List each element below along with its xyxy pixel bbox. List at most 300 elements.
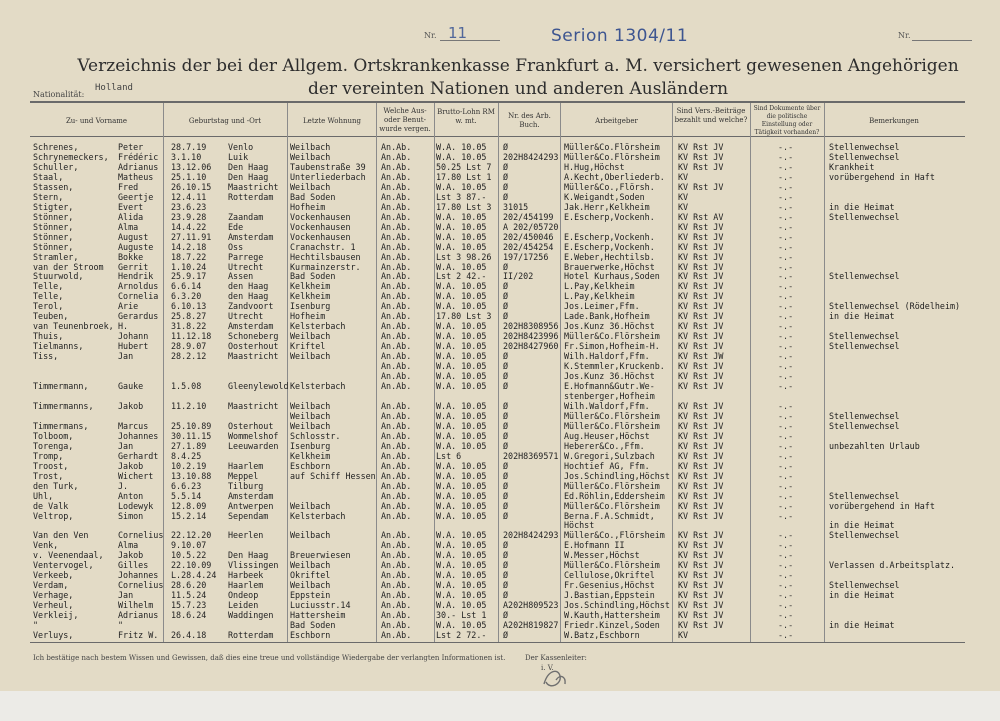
cell-documents: -.- [778, 181, 794, 192]
cell-paper-status: An.Ab. [381, 321, 412, 332]
cell-paper-status: An.Ab. [381, 560, 412, 571]
cell-birth-date: 14.2.18 [171, 241, 207, 252]
cell-documents: -.- [778, 241, 794, 252]
cell-documents: -.- [778, 630, 794, 641]
cell-paper-status: An.Ab. [381, 590, 412, 601]
cell-given-name: Bokke [118, 251, 144, 262]
cell-employer: Müller&Co.Flörsheim [564, 142, 660, 152]
cell-employer: W.Messer,Höchst [564, 550, 640, 561]
cell-contributions: KV Rst JV [678, 500, 724, 511]
cell-workbook-no: Ø [503, 480, 509, 491]
cell-documents: -.- [778, 151, 794, 162]
cell-contributions: KV [678, 630, 689, 641]
cell-documents: -.- [778, 410, 794, 421]
cell-birth-place: Parrege [228, 251, 264, 262]
cell-contributions: KV Rst JV [678, 381, 724, 392]
cell-contributions: KV Rst JV [678, 291, 724, 302]
cell-birth-date: 18.7.22 [171, 251, 207, 262]
cell-given-name: Johannes [118, 570, 159, 581]
cell-remarks: Stellenwechsel [829, 490, 900, 501]
cell-paper-status: An.Ab. [381, 361, 412, 372]
cell-employer: Jos.Schindling,Höchst [564, 600, 670, 611]
cell-wage: W.A. 10.05 [436, 560, 487, 571]
cell-given-name: Cornelia [118, 291, 159, 302]
table-row [0, 560, 1000, 570]
cell-employer: Müller&Co.Flörsheim [564, 410, 660, 421]
cashier-sub-label: i. V. [541, 664, 554, 672]
cell-given-name: Alida [118, 211, 144, 222]
cell-birth-date: 9.10.07 [171, 540, 207, 551]
nr-label-left: Nr. [424, 31, 437, 40]
cell-paper-status: An.Ab. [381, 630, 412, 641]
cell-wage: 17.80 Lst 3 [436, 201, 492, 212]
cell-contributions: KV Rst JV [678, 181, 724, 192]
cell-paper-status: An.Ab. [381, 430, 412, 441]
cell-contributions: KV [678, 171, 689, 182]
cell-paper-status: An.Ab. [381, 410, 412, 421]
cell-wage: 30.- Lst 1 [436, 610, 487, 621]
table-row [0, 351, 1000, 361]
cell-wage: W.A. 10.05 [436, 460, 487, 471]
cell-paper-status: An.Ab. [381, 191, 412, 202]
cell-birth-place: Gleenylewold [228, 381, 289, 392]
cell-surname: Stönner, [33, 241, 74, 252]
cell-paper-status: An.Ab. [381, 351, 412, 362]
cell-given-name: Gerhardt [118, 450, 159, 461]
cell-surname: Terol, [33, 301, 64, 312]
cell-birth-place: Zandvoort [228, 301, 274, 312]
cell-given-name: Jan [118, 440, 134, 451]
cell-birth-place: Amsterdam [228, 231, 274, 242]
cell-paper-status: An.Ab. [381, 420, 412, 431]
cell-birth-date: 13.10.88 [171, 470, 212, 481]
cell-last-address: Kelsterbach [290, 321, 346, 332]
cell-birth-place: Meppel [228, 470, 259, 481]
cell-birth-date: 14.4.22 [171, 221, 207, 232]
table-row [0, 212, 1000, 222]
cell-birth-place: Heerlen [228, 530, 264, 541]
cell-birth-date: 25.9.17 [171, 271, 207, 282]
cell-paper-status: An.Ab. [381, 241, 412, 252]
cell-contributions: KV Rst JV [678, 361, 724, 372]
cell-paper-status: An.Ab. [381, 371, 412, 382]
cell-wage: W.A. 10.05 [436, 142, 487, 152]
cell-last-address: Isenburg [290, 440, 331, 451]
cell-birth-date: 5.5.14 [171, 490, 202, 501]
table-row [0, 341, 1000, 351]
cell-workbook-no: Ø [503, 371, 509, 382]
cell-contributions: KV Rst JV [678, 331, 724, 342]
table-row [0, 610, 1000, 620]
cell-wage: W.A. 10.05 [436, 470, 487, 481]
cell-last-address: Cranachstr. 1 [290, 241, 356, 252]
cell-birth-place: Rotterdam [228, 630, 274, 641]
cell-workbook-no: Ø [503, 630, 509, 641]
cell-documents: -.- [778, 580, 794, 591]
cell-workbook-no: Ø [503, 191, 509, 202]
cell-wage: Lst 2 42.- [436, 271, 487, 282]
cell-employer: E.Hofmann&Gutr.We- [564, 381, 655, 392]
cell-contributions: KV Rst JV [678, 430, 724, 441]
cell-surname: v. Veenendaal, [33, 550, 104, 561]
cell-surname: Ventervogel, [33, 560, 94, 571]
cell-last-address: Weilbach [290, 420, 331, 431]
cell-contributions: KV Rst AV [678, 211, 724, 222]
cell-surname: Schrynemeckers, [33, 151, 109, 162]
cell-surname: Thuis, [33, 331, 64, 342]
cell-last-address: Bad Soden [290, 271, 336, 282]
cell-given-name: Hendrik [118, 271, 154, 282]
cell-remarks: Stellenwechsel [829, 151, 900, 162]
cell-surname: Schuller, [33, 161, 79, 172]
cell-employer: W.Kauth,Hattersheim [564, 610, 660, 621]
table-bottom-rule [30, 642, 965, 643]
cell-paper-status: An.Ab. [381, 530, 412, 541]
cell-last-address: Unterliederbach [290, 171, 366, 182]
cell-birth-place: Vlissingen [228, 560, 279, 571]
cell-surname: Verkeeb, [33, 570, 74, 581]
cell-documents: -.- [778, 291, 794, 302]
cell-contributions: KV Rst JV [678, 301, 724, 312]
cell-remarks: Stellenwechsel [829, 420, 900, 431]
cell-given-name: Fritz W. [118, 630, 159, 641]
table-row [0, 321, 1000, 331]
cell-documents: -.- [778, 271, 794, 282]
table-row [0, 501, 1000, 511]
cell-surname: Timmermanns, [33, 400, 94, 411]
cell-wage: W.A. 10.05 [436, 351, 487, 362]
cell-documents: -.- [778, 281, 794, 292]
cell-documents: -.- [778, 400, 794, 411]
cell-paper-status: An.Ab. [381, 381, 412, 392]
cell-employer: Müller&Co.Flörsheim [564, 480, 660, 491]
cell-birth-place: Antwerpen [228, 500, 274, 511]
cell-last-address: Vockenhausen [290, 221, 351, 232]
cell-workbook-no: Ø [503, 161, 509, 172]
table-row [0, 152, 1000, 162]
cell-surname: Tielmanns, [33, 341, 84, 352]
cell-birth-place: Ondeop [228, 590, 259, 601]
cell-given-name: Alma [118, 540, 139, 551]
cell-given-name: J. [118, 480, 129, 491]
cell-given-name: Cornelius [118, 530, 164, 541]
cell-contributions: KV Rst JW [678, 351, 724, 362]
cell-documents: -.- [778, 191, 794, 202]
cell-contributions: KV Rst JV [678, 530, 724, 541]
cell-employer: E.Hofmann II [564, 540, 625, 551]
cell-workbook-no: 202H8427960 [503, 341, 559, 352]
cell-remarks: Stellenwechsel (Rödelheim) [829, 301, 961, 312]
cell-birth-date: 15.7.23 [171, 600, 207, 611]
cell-wage: Lst 3 98.26 [436, 251, 492, 262]
cell-contributions: KV Rst JV [678, 311, 724, 322]
cell-workbook-no: A202H819827 [503, 620, 559, 631]
cell-paper-status: An.Ab. [381, 490, 412, 501]
cell-birth-date: 26.10.15 [171, 181, 212, 192]
cell-wage: W.A. 10.05 [436, 241, 487, 252]
cell-given-name: Jakob [118, 400, 144, 411]
cell-employer: A.Kecht,Oberliederb. [564, 171, 665, 182]
cell-paper-status: An.Ab. [381, 151, 412, 162]
cell-paper-status: An.Ab. [381, 231, 412, 242]
cell-documents: -.- [778, 361, 794, 372]
cell-last-address: Hechtilsbausen [290, 251, 361, 262]
cell-paper-status: An.Ab. [381, 440, 412, 451]
cell-documents: -.- [778, 161, 794, 172]
cell-wage: W.A. 10.05 [436, 231, 487, 242]
cell-employer: E.Weber,Hechtilsb. [564, 251, 655, 262]
cell-given-name: Wichert [118, 470, 154, 481]
cell-birth-place: Rotterdam [228, 191, 274, 202]
cell-documents: -.- [778, 341, 794, 352]
cell-wage: Lst 6 [436, 450, 462, 461]
cell-employer: Müller&Co.Flörsheim [564, 500, 660, 511]
signature-mark [540, 666, 570, 692]
cell-wage: W.A. 10.05 [436, 361, 487, 372]
table-row [0, 242, 1000, 252]
cell-birth-date: 10.5.22 [171, 550, 207, 561]
cell-documents: -.- [778, 490, 794, 501]
cell-birth-date: 6.10.13 [171, 301, 207, 312]
table-row [0, 570, 1000, 580]
cell-birth-place: Oosterhout [228, 341, 279, 352]
cell-contributions: KV Rst JV [678, 410, 724, 421]
col-header-birth: Geburtstag und -Ort [188, 117, 262, 125]
cell-surname: den Turk, [33, 480, 79, 491]
cell-remarks: unbezahlten Urlaub [829, 440, 920, 451]
cell-birth-date: 25.1.10 [171, 171, 207, 182]
cell-employer: Jos.Leimer,Ffm. [564, 301, 640, 312]
cell-documents: -.- [778, 540, 794, 551]
cell-given-name: Evert [118, 201, 144, 212]
cell-contributions: KV Rst JV [678, 600, 724, 611]
col-header-paper: Welche Aus- oder Benut- wurde vergen. [379, 107, 431, 133]
cell-remarks: vorübergehend in Haft [829, 500, 935, 511]
cell-documents: -.- [778, 321, 794, 332]
cell-employer: W.Gregori,Sulzbach [564, 450, 655, 461]
cell-surname: Telle, [33, 281, 64, 292]
cell-contributions: KV Rst JV [678, 221, 724, 232]
cell-wage: W.A. 10.05 [436, 500, 487, 511]
cell-contributions: KV Rst JV [678, 321, 724, 332]
cell-documents: -.- [778, 440, 794, 451]
cell-workbook-no: Ø [503, 510, 509, 521]
cell-wage: W.A. 10.05 [436, 440, 487, 451]
table-row [0, 281, 1000, 291]
cell-surname: Stigter, [33, 201, 74, 212]
table-row [0, 192, 1000, 202]
cell-surname: Schrenes, [33, 142, 79, 152]
cell-surname: Stönner, [33, 221, 74, 232]
cell-birth-date: 3.1.10 [171, 151, 202, 162]
cell-documents: -.- [778, 261, 794, 272]
cell-given-name: Jakob [118, 550, 144, 561]
cell-documents: -.- [778, 430, 794, 441]
cell-contributions: KV Rst JV [678, 550, 724, 561]
cell-workbook-no: Ø [503, 311, 509, 322]
cell-employer: L.Pay,Kelkheim [564, 281, 635, 292]
cell-given-name: Alma [118, 221, 139, 232]
cell-birth-date: 22.12.20 [171, 530, 212, 541]
cell-wage: W.A. 10.05 [436, 301, 487, 312]
cell-employer: Hochtief AG, Ffm. [564, 460, 650, 471]
cell-workbook-no: 202H8424293 [503, 530, 559, 541]
cell-birth-place: Haarlem [228, 580, 264, 591]
cell-given-name: Matheus [118, 171, 154, 182]
cell-contributions: KV Rst JV [678, 161, 724, 172]
cell-paper-status: An.Ab. [381, 341, 412, 352]
cell-employer: Müller&Co.,Flörsh. [564, 181, 655, 192]
cell-employer: E.Escherp,Vockenh. [564, 241, 655, 252]
cell-surname: Troost, [33, 460, 69, 471]
cell-given-name: Simon [118, 510, 144, 521]
cell-last-address: Luciusstr.14 [290, 600, 351, 611]
cell-surname: Verluys, [33, 630, 74, 641]
cell-contributions: KV Rst JV [678, 490, 724, 501]
cell-contributions: KV Rst JV [678, 241, 724, 252]
cell-employer: Wilh.Waldorf,Ffm. [564, 400, 650, 411]
cell-documents: -.- [778, 550, 794, 561]
table-row [0, 172, 1000, 182]
table-row [0, 600, 1000, 610]
cell-surname: Verheul, [33, 600, 74, 611]
cell-given-name: Auguste [118, 241, 154, 252]
document-subtitle: der vereinten Nationen und anderen Ausländern [307, 79, 729, 99]
cell-wage: W.A. 10.05 [436, 211, 487, 222]
cell-given-name: Adrianus [118, 161, 159, 172]
cell-last-address: Kurmainzerstr. [290, 261, 361, 272]
cell-birth-date: 28.6.20 [171, 580, 207, 591]
cell-documents: -.- [778, 600, 794, 611]
cell-birth-date: 13.12.06 [171, 161, 212, 172]
cell-last-address: auf Schiff Hessen [290, 470, 376, 481]
cell-last-address: Weilbach [290, 151, 331, 162]
cell-surname: de Valk [33, 500, 69, 511]
cell-workbook-no: Ø [503, 610, 509, 621]
cell-paper-status: An.Ab. [381, 550, 412, 561]
cell-remarks: Krankheit [829, 161, 875, 172]
cell-workbook-no: Ø [503, 490, 509, 501]
cell-contributions: KV Rst JV [678, 570, 724, 581]
cell-birth-date: 6.6.14 [171, 281, 202, 292]
cell-birth-date: 31.8.22 [171, 321, 207, 332]
cell-employer: Jak.Herr,Kelkheim [564, 201, 650, 212]
cell-contributions: KV Rst JV [678, 610, 724, 621]
cell-paper-status: An.Ab. [381, 510, 412, 521]
cell-birth-place: Maastricht [228, 400, 279, 411]
cell-surname: Van den Ven [33, 530, 89, 541]
page-margin [0, 691, 1000, 721]
cell-employer: Cellulose,Okriftel [564, 570, 655, 581]
table-row [0, 580, 1000, 590]
cell-wage: W.A. 10.05 [436, 321, 487, 332]
cell-last-address: Weilbach [290, 351, 331, 362]
cell-wage: W.A. 10.05 [436, 620, 487, 631]
certification-text: Ich bestätige nach bestem Wissen und Gewissen, daß dies eine treue und vollständige Wiedergabe der verlangten Informationen ist. [33, 654, 506, 662]
cell-surname: Teuben, [33, 311, 69, 322]
cell-wage: W.A. 10.05 [436, 480, 487, 491]
cell-birth-date: 11.12.18 [171, 331, 212, 342]
cell-given-name: Wilhelm [118, 600, 154, 611]
cell-surname: Stramler, [33, 251, 79, 262]
cell-documents: -.- [778, 500, 794, 511]
cell-wage: W.A. 10.05 [436, 261, 487, 272]
cell-birth-date: 28.7.19 [171, 142, 207, 152]
cell-birth-place: Haarlem [228, 460, 264, 471]
cell-documents: -.- [778, 560, 794, 571]
cell-wage: Lst 3 87.- [436, 191, 487, 202]
col-header-contributions: Sind Vers.-Beiträge bezahlt und welche? [674, 107, 748, 124]
cell-surname: " [33, 620, 39, 631]
cell-paper-status: An.Ab. [381, 221, 412, 232]
cell-wage: 17.80 Lst 1 [436, 171, 492, 182]
cell-birth-date: 12.4.11 [171, 191, 207, 202]
cell-wage: W.A. 10.05 [436, 490, 487, 501]
handwritten-serial-stamp: Serion 1304/11 [551, 26, 689, 46]
table-row [0, 331, 1000, 341]
cell-birth-place: Den Haag [228, 171, 269, 182]
cell-employer: Höchst [564, 520, 595, 531]
cell-paper-status: An.Ab. [381, 171, 412, 182]
cell-employer: K.Weigandt,Soden [564, 191, 645, 202]
cell-surname: van der Stroom [33, 261, 104, 272]
cell-paper-status: An.Ab. [381, 500, 412, 511]
table-row [0, 491, 1000, 501]
cell-surname: Telle, [33, 291, 64, 302]
cell-workbook-no: Ø [503, 590, 509, 601]
cell-contributions: KV Rst JV [678, 510, 724, 521]
cell-employer: E.Escherp,Vockenh. [564, 231, 655, 242]
cell-wage: 50.25 Lst 7 [436, 161, 492, 172]
cell-remarks: Stellenwechsel [829, 142, 900, 152]
cell-workbook-no: Ø [503, 410, 509, 421]
cell-workbook-no: Ø [503, 500, 509, 511]
cell-workbook-no: Ø [503, 460, 509, 471]
cell-wage: 17.80 Lst 3 [436, 311, 492, 322]
cell-last-address: Eschborn [290, 460, 331, 471]
cell-given-name: Cornelius [118, 580, 164, 591]
table-row [0, 630, 1000, 640]
cell-contributions: KV Rst JV [678, 580, 724, 591]
cell-birth-date: 25.10.89 [171, 420, 212, 431]
cell-last-address: Bad Soden [290, 620, 336, 631]
cell-surname: Stuurwold, [33, 271, 84, 282]
cell-employer: Berna.F.A.Schmidt, [564, 510, 655, 521]
cell-birth-place: Venlo [228, 142, 254, 152]
cell-birth-place: Amsterdam [228, 321, 274, 332]
cell-wage: W.A. 10.05 [436, 151, 487, 162]
table-row [0, 361, 1000, 371]
cell-last-address: Eschborn [290, 630, 331, 641]
col-header-remarks: Bemerkungen [869, 117, 919, 125]
cell-workbook-no: 202H8424293 [503, 151, 559, 162]
table-row [0, 391, 1000, 401]
cell-birth-place: Tilburg [228, 480, 264, 491]
cell-wage: W.A. 10.05 [436, 430, 487, 441]
cell-birth-place: Wommelshof [228, 430, 279, 441]
cell-contributions: KV Rst JV [678, 142, 724, 152]
table-row [0, 162, 1000, 172]
cell-contributions: KV Rst JV [678, 460, 724, 471]
cell-paper-status: An.Ab. [381, 540, 412, 551]
cell-birth-place: Harbeek [228, 570, 264, 581]
table-row [0, 511, 1000, 521]
cell-remarks: vorübergehend in Haft [829, 171, 935, 182]
cell-birth-date: 18.6.24 [171, 610, 207, 621]
cell-employer: K.Stemmler,Kruckenb. [564, 361, 665, 372]
cell-last-address: Weilbach [290, 331, 331, 342]
cell-wage: W.A. 10.05 [436, 381, 487, 392]
